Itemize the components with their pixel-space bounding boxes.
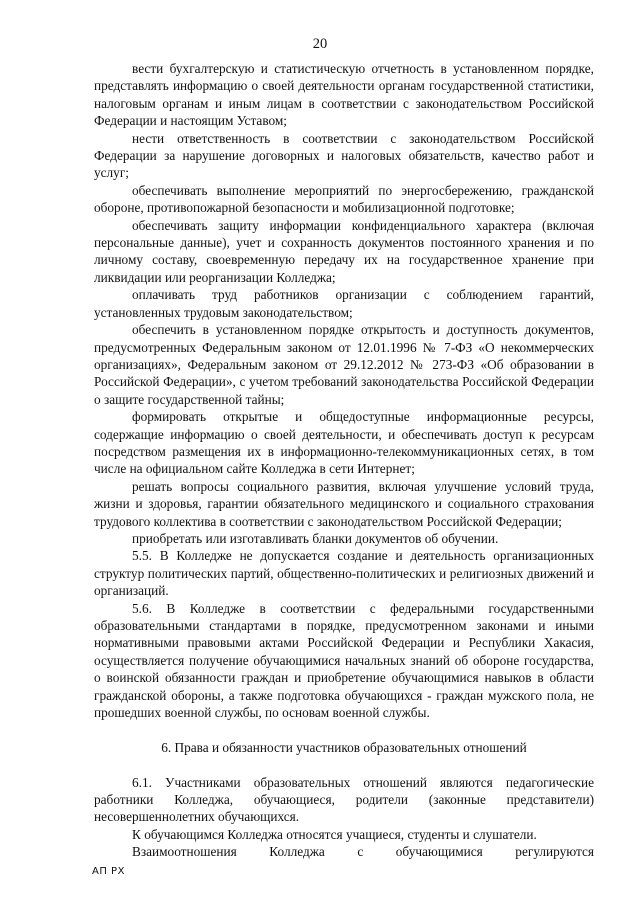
paragraph-blank-forms: приобретать или изготавливать бланки документов об обучении. xyxy=(132,530,499,546)
paragraph-data-protection: обеспечивать защиту информации конфиденциального характера (включая персональные данные), учет и сохранность документов постоянного хранения и по личному составу, своевременную передачу их на государственное хранение при ликвидации или реорганизации Колледжа; xyxy=(94,217,594,285)
footer-stamp: АП РХ xyxy=(92,866,125,877)
paragraph-5-5: 5.5. В Колледже не допускается создание и деятельность организационных структур политических партий, общественно-политических и религиозных движений и организаций. xyxy=(94,548,594,599)
paragraph-information-resources: формировать открытые и общедоступные информационные ресурсы, содержащие информацию о своей деятельности, и обеспечивать доступ к ресурсам посредством размещения их в информационно-телекоммуникационных сетях, в том числе на официальном сайте Колледжа в сети Интернет; xyxy=(94,409,594,477)
paragraph-6-1: 6.1. Участниками образовательных отношений являются педагогические работники Колледжа, обучающиеся, родители (законные представители) несовершеннолетних обучающихся. xyxy=(94,774,594,825)
paragraph-responsibility: нести ответственность в соответствии с законодательством Российской Федерации за нарушение договорных и налоговых обязательств, качество работ и услуг; xyxy=(94,130,594,181)
page-number: 20 xyxy=(312,36,328,52)
paragraph-students: К обучающимся Колледжа относятся учащиеся, студенты и слушатели. xyxy=(132,826,537,842)
paragraph-social-development: решать вопросы социального развития, включая улучшение условий труда, жизни и здоровья, гарантии обязательного медицинского и социального страхования трудового коллектива в соответствии с законодательством Российской Федерации; xyxy=(94,478,594,529)
paragraph-document-openness: обеспечить в установленном порядке открытость и доступность документов, предусмотренных Федеральным законом от 12.01.1996 № 7-ФЗ «О некоммерческих организациях», Федеральным законом от 29.12.2012 № 273-ФЗ «Об образовании в Российской Федерации», с учетом требований законодательства Российской Федерации о защите государственной тайны; xyxy=(94,322,594,407)
section-heading-6: 6. Права и обязанности участников образовательных отношений xyxy=(161,739,527,755)
paragraph-5-6: 5.6. В Колледже в соответствии с федеральными государственными образовательными стандартами в порядке, предусмотренном законами и иными нормативными правовыми актами Российской Федерации и Республики Хакасия, осуществляется получение обучающимися начальных знаний об обороне государства, о воинской обязанности граждан и приобретение обучающимися навыков в области гражданской обороны, а также подготовка обучающихся - граждан мужского пола, не прошедших военной службы, по основам военной службы. xyxy=(94,600,594,721)
paragraph-accounting: вести бухгалтерскую и статистическую отчетность в установленном порядке, представлять информацию о своей деятельности органам государственной статистики, налоговым органам и иным лицам в соответствии с законодательством Российской Федерации и настоящим Уставом; xyxy=(94,61,594,129)
paragraph-labor-pay: оплачивать труд работников организации с соблюдением гарантий, установленных трудовым законодательством; xyxy=(94,287,594,320)
paragraph-relations: Взаимоотношения Колледжа с обучающимися регулируются xyxy=(132,844,594,860)
paragraph-energy-saving: обеспечивать выполнение мероприятий по энергосбережению, гражданской обороне, противопожарной безопасности и мобилизационной подготовке; xyxy=(94,182,594,216)
document-body xyxy=(94,60,594,861)
